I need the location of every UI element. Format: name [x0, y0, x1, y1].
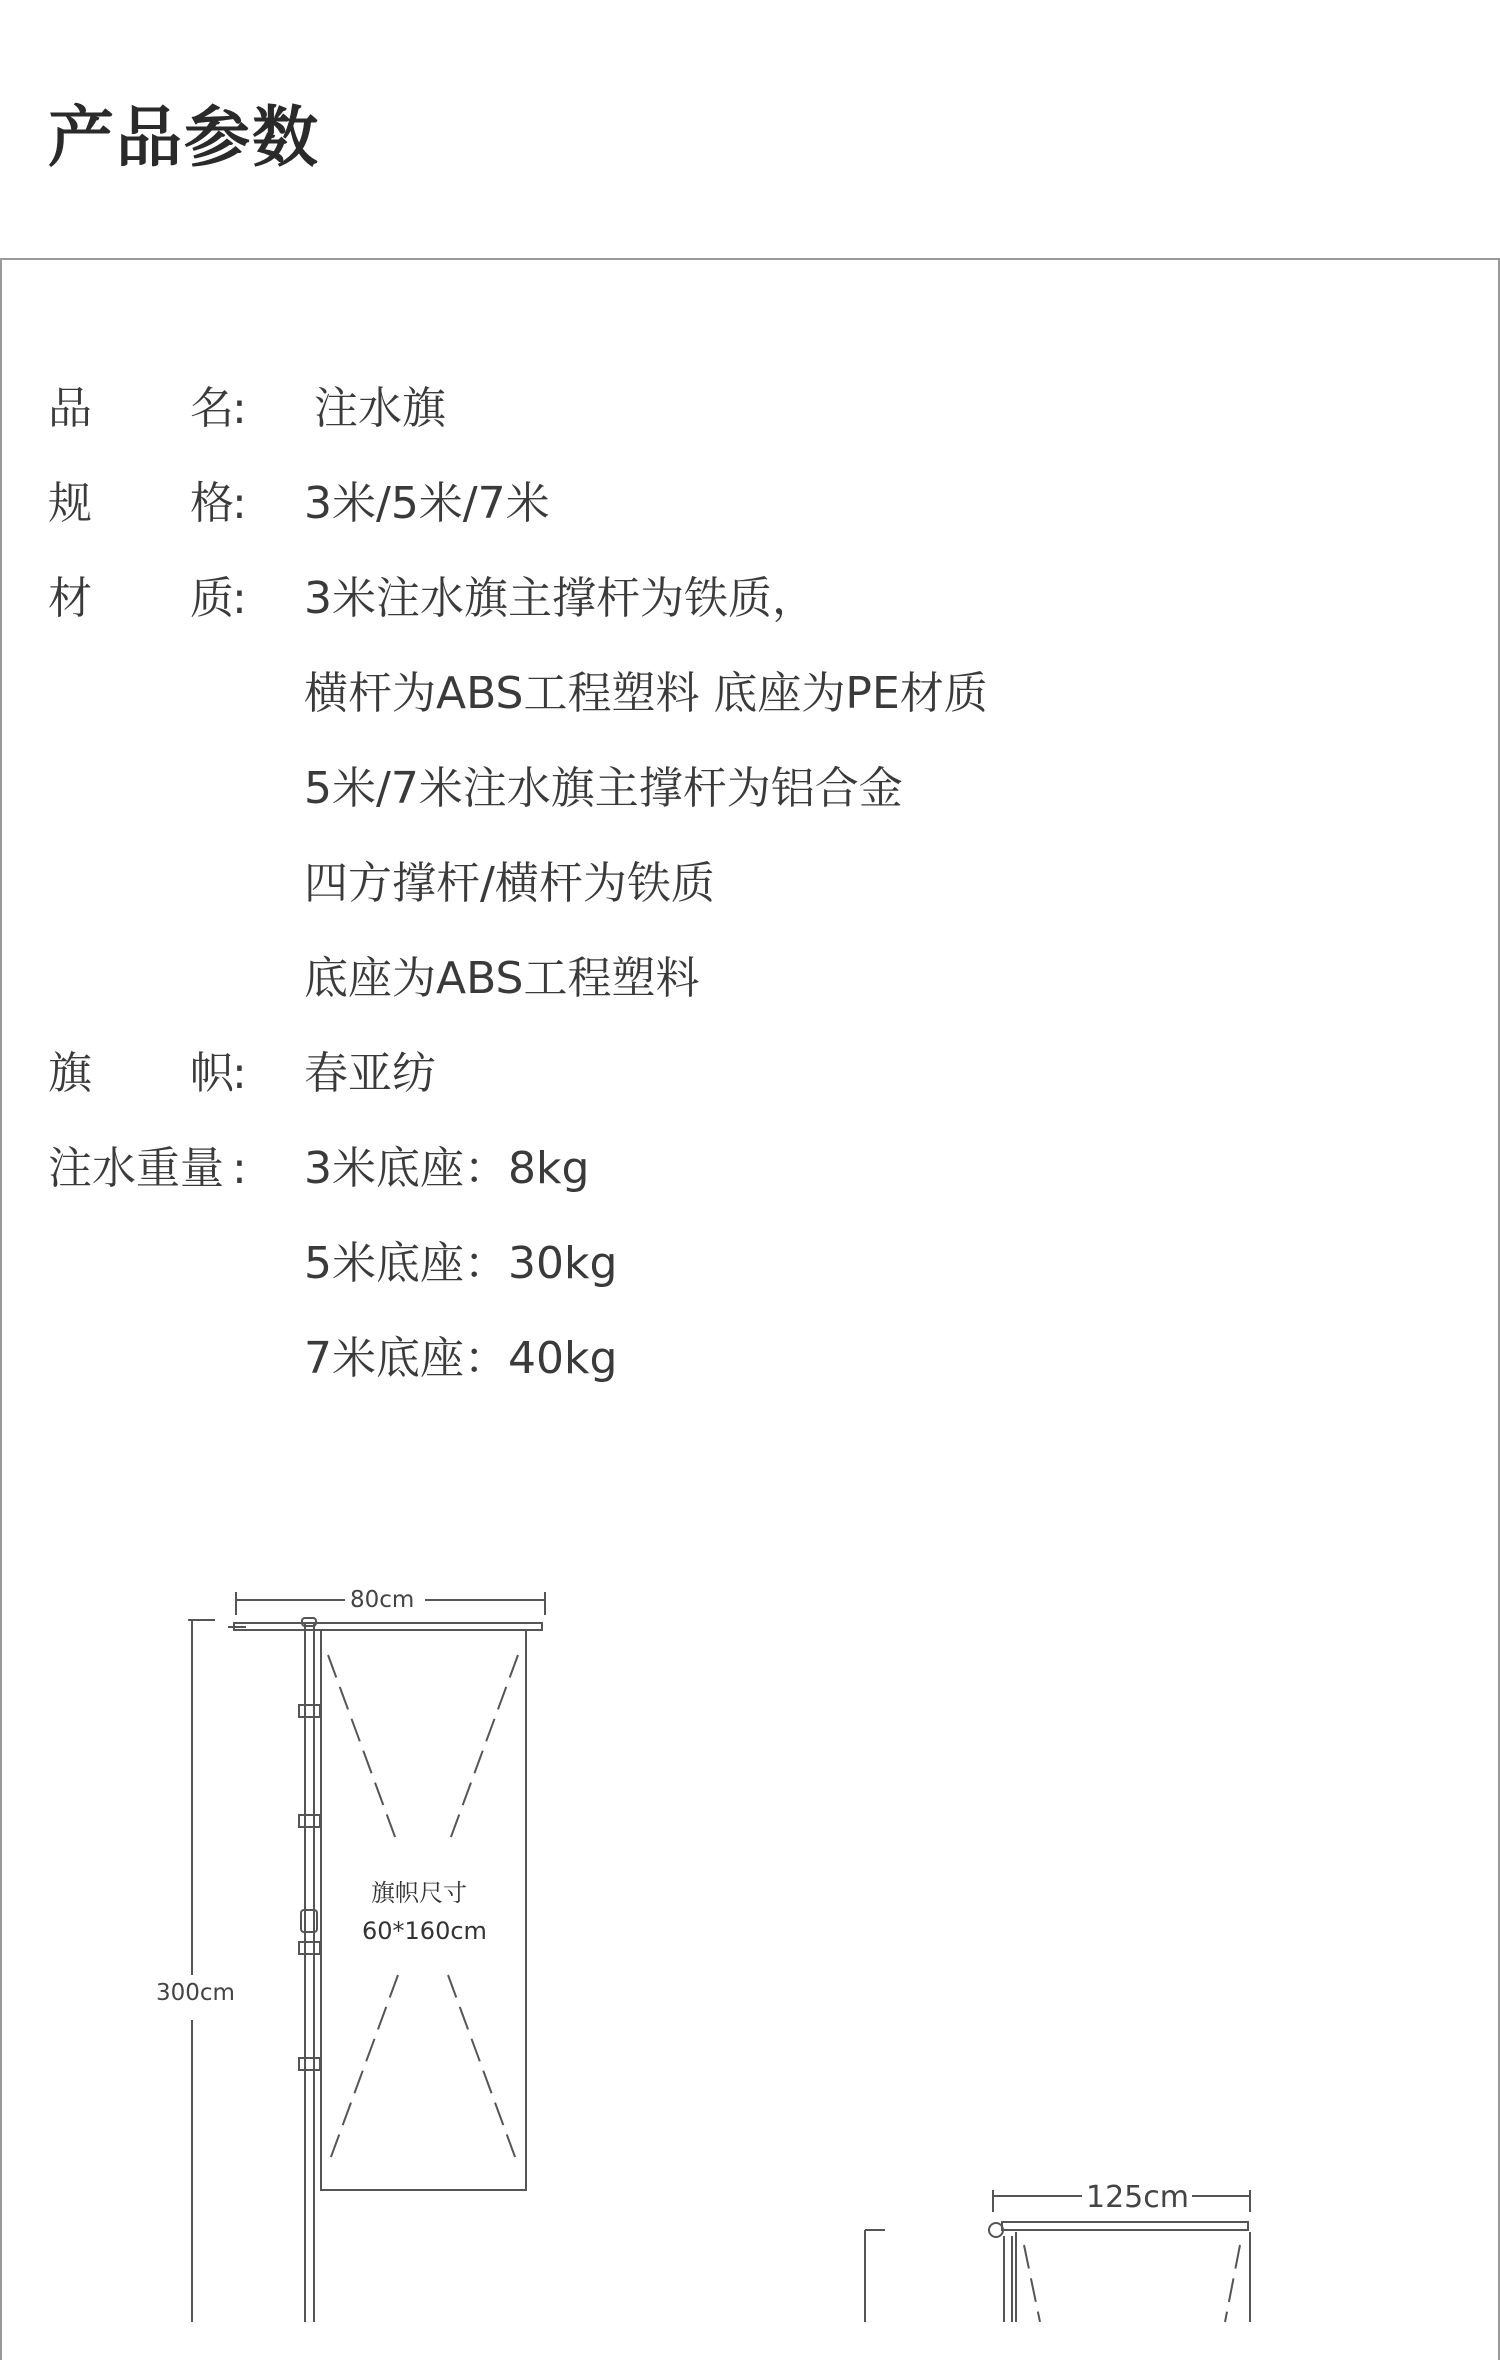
param-colon-name: :: [232, 383, 247, 434]
param-label-fabric-b: 帜: [190, 1048, 234, 1099]
flag-x-diagonal-b-bottom: [328, 1975, 398, 2165]
param-value-material-line-4: 四方撑杆/横杆为铁质: [304, 858, 715, 909]
flag-5m-width-label: 125cm: [1086, 2180, 1189, 2215]
param-value-weight-line-1: 3米底座：8kg: [304, 1143, 590, 1194]
param-colon-material: :: [232, 573, 247, 624]
param-label-material-b: 质: [190, 573, 234, 624]
param-value-fabric: 春亚纺: [304, 1048, 436, 1099]
flag-5m-drawing: [865, 2190, 1250, 2322]
param-label-material: 材: [48, 573, 92, 624]
flag-x-diagonal-a-bottom: [448, 1975, 518, 2165]
param-value-weight-line-3: 7米底座：40kg: [304, 1333, 618, 1384]
flag-size-value: 60*160cm: [362, 1917, 487, 1945]
pole-bracket-4: [299, 2058, 320, 2070]
param-colon-fabric: :: [232, 1048, 247, 1099]
flag-3m-width-label: 80cm: [350, 1587, 415, 1613]
pole-bracket-1: [299, 1705, 320, 1717]
flag-x-diagonal-a-top: [328, 1655, 398, 1845]
param-value-material-line-3: 5米/7米注水旗主撑杆为铝合金: [304, 763, 903, 814]
param-value-material-line-5: 底座为ABS工程塑料: [304, 953, 700, 1004]
page-title: 产品参数: [48, 99, 320, 176]
param-label-spec-b: 格: [190, 478, 234, 529]
param-colon-spec: :: [232, 478, 247, 529]
param-label-weight: 注水重量: [48, 1143, 224, 1194]
flag-5m-x-b: [1225, 2245, 1240, 2322]
param-value-material-line-1: 3米注水旗主撑杆为铁质，: [304, 573, 816, 624]
param-value-material-line-2: 横杆为ABS工程塑料 底座为PE材质: [304, 668, 988, 719]
param-label-spec: 规: [48, 478, 92, 529]
flag-3m-height-label: 300cm: [156, 1980, 235, 2006]
pole-bracket-2: [299, 1815, 320, 1827]
crossbar: [234, 1623, 542, 1630]
crossbar-knob-5m: [989, 2223, 1003, 2237]
flag-size-title: 旗帜尺寸: [371, 1879, 467, 1907]
param-label-name-b: 名: [190, 383, 234, 434]
param-value-name: 注水旗: [314, 383, 446, 434]
param-value-spec: 3米/5米/7米: [304, 478, 550, 529]
param-label-name: 品: [48, 383, 92, 434]
param-value-weight-line-2: 5米底座：30kg: [304, 1238, 618, 1289]
param-label-fabric: 旗: [48, 1048, 92, 1099]
flag-5m-x-a: [1024, 2245, 1040, 2322]
crossbar-5m: [1002, 2222, 1248, 2230]
param-colon-weight: :: [232, 1143, 247, 1194]
flag-3m-drawing: [188, 1592, 545, 2322]
flag-x-diagonal-b-top: [448, 1655, 518, 1845]
pole-bracket-3: [299, 1942, 320, 1954]
